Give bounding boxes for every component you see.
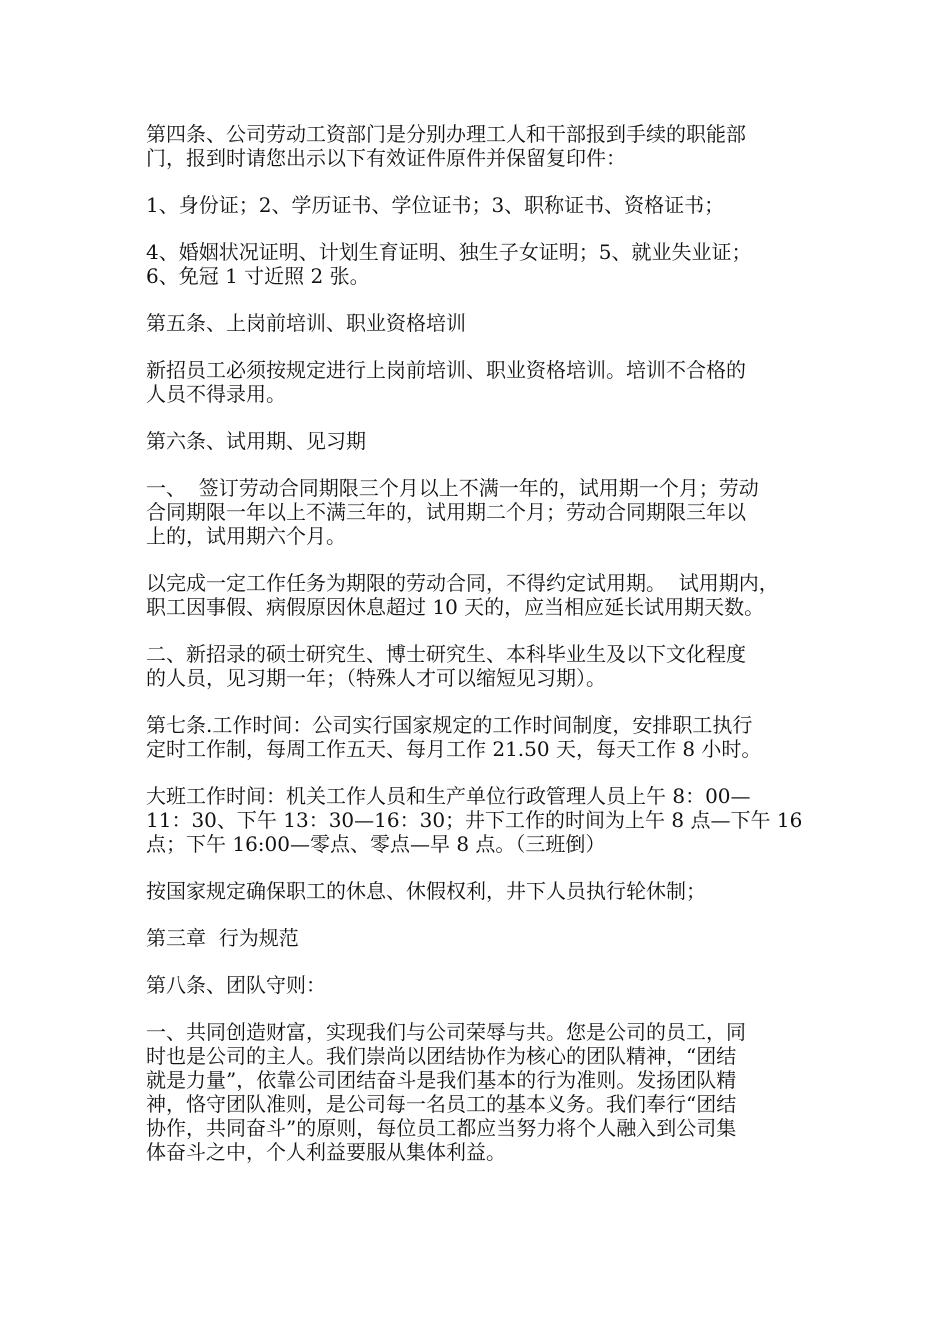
text-line: 6、免冠 1 寸近照 2 张。 <box>146 264 370 288</box>
text-line: 第六条、试用期、见习期 <box>146 429 366 453</box>
paragraph <box>146 476 806 548</box>
paragraph <box>146 879 806 903</box>
text-line: 第八条、团队守则： <box>146 973 326 997</box>
text-line: 1、身份证；2、学历证书、学位证书；3、职称证书、资格证书； <box>146 193 725 217</box>
paragraph <box>146 784 806 856</box>
paragraph <box>146 642 806 690</box>
paragraph <box>146 311 806 335</box>
paragraph <box>146 358 806 406</box>
paragraph <box>146 713 806 761</box>
text-line: 神，恪守团队准则，是公司每一名员工的基本义务。我们奉行“团结 <box>146 1092 737 1116</box>
text-line: 第五条、上岗前培训、职业资格培训 <box>146 311 466 335</box>
text-line: 门，报到时请您出示以下有效证件原件并保留复印件： <box>146 146 626 170</box>
text-line: 协作，共同奋斗”的原则，每位员工都应当努力将个人融入到公司集 <box>146 1116 737 1140</box>
text-line: 合同期限一年以上不满三年的，试用期二个月；劳动合同期限三年以 <box>146 500 746 524</box>
text-line: 一、 签订劳动合同期限三个月以上不满一年的，试用期一个月；劳动 <box>146 476 759 500</box>
text-line: 4、婚姻状况证明、计划生育证明、独生子女证明；5、就业失业证； <box>146 240 752 264</box>
paragraph <box>146 429 806 453</box>
paragraph <box>146 122 806 170</box>
text-line: 大班工作时间：机关工作人员和生产单位行政管理人员上午 8：00— <box>146 784 751 808</box>
text-line: 以完成一定工作任务为期限的劳动合同，不得约定试用期。 试用期内， <box>146 571 779 595</box>
paragraph <box>146 240 806 288</box>
text-line: 就是力量”，依靠公司团结奋斗是我们基本的行为准则。发扬团队精 <box>146 1068 737 1092</box>
paragraph <box>146 571 806 619</box>
text-line: 一、共同创造财富，实现我们与公司荣辱与共。您是公司的员工，同 <box>146 1020 746 1044</box>
paragraph <box>146 973 806 997</box>
text-line: 上的，试用期六个月。 <box>146 524 346 548</box>
document-body <box>146 122 806 1187</box>
text-line: 点；下午 16:00—零点、零点—早 8 点。（三班倒） <box>146 832 606 856</box>
paragraph <box>146 926 806 950</box>
text-line: 人员不得录用。 <box>146 382 286 406</box>
text-line: 的人员，见习期一年；（特殊人才可以缩短见习期）。 <box>146 666 606 690</box>
text-line: 定时工作制，每周工作五天、每月工作 21.50 天，每天工作 8 小时。 <box>146 737 762 761</box>
text-line: 新招员工必须按规定进行上岗前培训、职业资格培训。培训不合格的 <box>146 358 746 382</box>
paragraph <box>146 193 806 217</box>
text-line: 11：30、下午 13：30—16：30；井下工作的时间为上午 8 点—下午 16 <box>146 808 803 832</box>
text-line: 时也是公司的主人。我们崇尚以团结协作为核心的团队精神，“团结 <box>146 1044 737 1068</box>
text-line: 第七条.工作时间：公司实行国家规定的工作时间制度，安排职工执行 <box>146 713 753 737</box>
text-line: 体奋斗之中，个人利益要服从集体利益。 <box>146 1140 506 1164</box>
paragraph <box>146 1020 806 1164</box>
text-line: 第三章 行为规范 <box>146 926 299 950</box>
text-line: 按国家规定确保职工的休息、休假权利，井下人员执行轮休制； <box>146 879 706 903</box>
text-line: 职工因事假、病假原因休息超过 10 天的，应当相应延长试用期天数。 <box>146 595 765 619</box>
text-line: 第四条、公司劳动工资部门是分别办理工人和干部报到手续的职能部 <box>146 122 746 146</box>
text-line: 二、新招录的硕士研究生、博士研究生、本科毕业生及以下文化程度 <box>146 642 746 666</box>
